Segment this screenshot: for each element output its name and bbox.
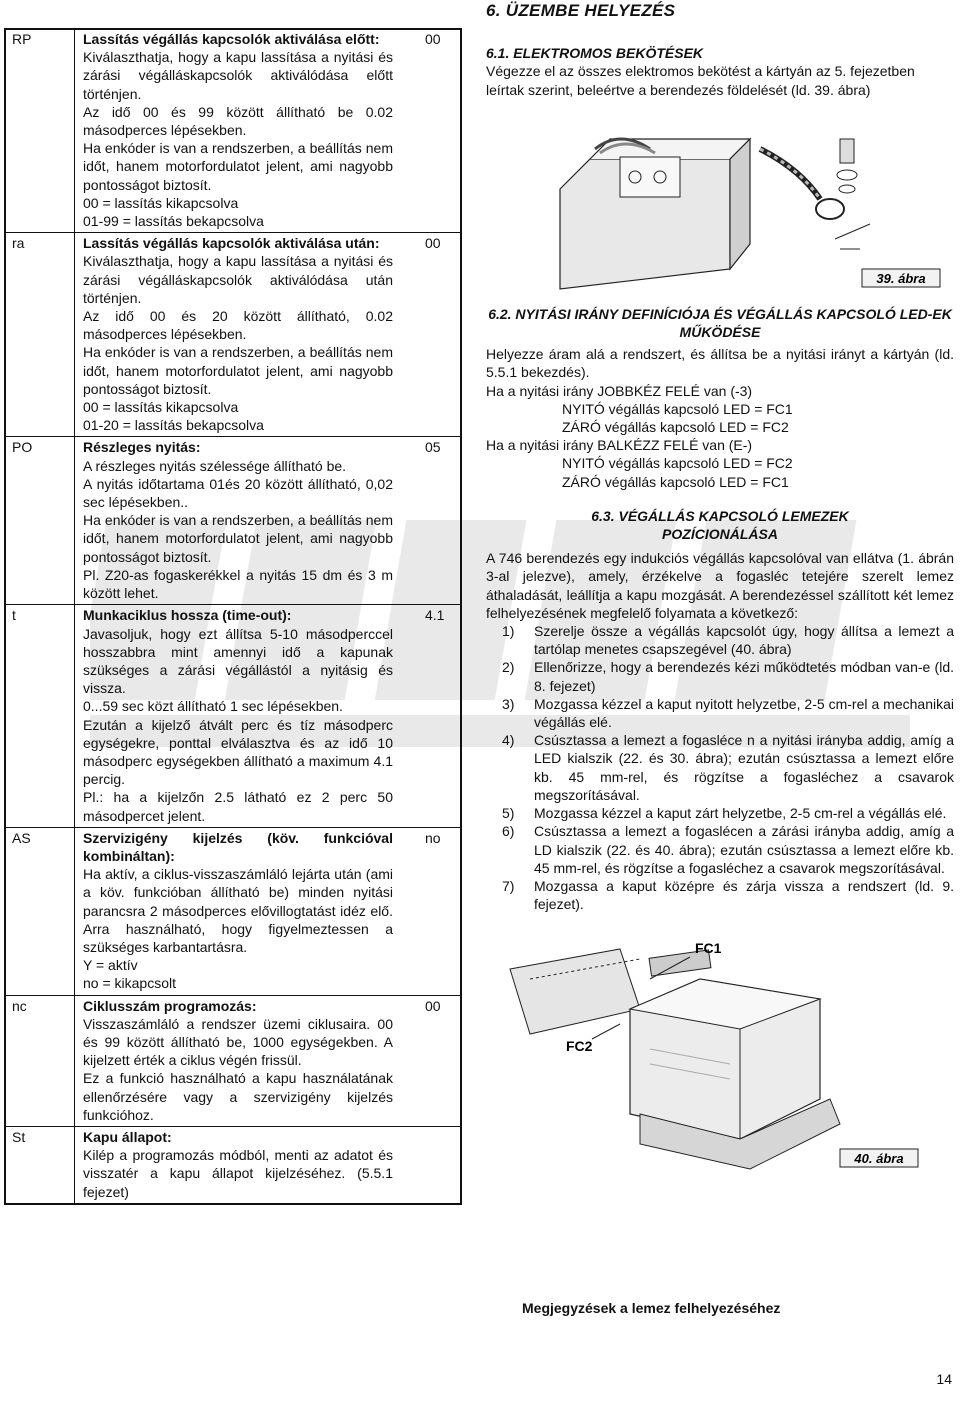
figure-40 [500, 939, 930, 1171]
parameter-code: St [5, 1126, 75, 1203]
step-text: Mozgassa a kaput középre és zárja vissza a rendszert (ld. 9. fejezet). [534, 877, 954, 913]
step-number: 4) [502, 732, 515, 749]
s62-right-direction: Ha a nyitási irány JOBBKÉZ FELÉ van (-3) [486, 382, 753, 399]
parameter-description-line: Az idő 00 és 99 között állítható be 0.02 másodperces lépésekben. [83, 103, 393, 139]
parameter-code: nc [5, 995, 75, 1126]
parameter-description-line: 01-20 = lassítás bekapcsolva [83, 417, 264, 434]
parameter-title: Részleges nyitás: [83, 439, 201, 456]
parameter-default [405, 1126, 461, 1203]
step-number: 1) [502, 623, 515, 640]
parameter-default: no [405, 827, 461, 995]
s62-left-open-led: NYITÓ végállás kapcsoló LED = FC2 [562, 455, 793, 472]
figure-40-drawing [500, 939, 930, 1171]
parameter-description [75, 995, 406, 1126]
step-item [486, 622, 954, 658]
parameter-description-line: Visszaszámláló a rendszer üzemi ciklusaira. 00 és 99 között állítható be, 1000 egységekben. A kijelzett érték a ciklus végén frissül. [83, 1015, 393, 1069]
figure-40-label: 40. ábra [854, 1151, 904, 1167]
figure-40-caption: Megjegyzések a lemez felhelyezéséhez [522, 1300, 781, 1316]
step-number: 2) [502, 659, 515, 676]
installation-steps [486, 622, 954, 913]
step-text: Szerelje össze a végállás kapcsolót úgy, hogy állítsa a lemezt a tartólap menetes csapszegével (40. ábra) [534, 623, 954, 658]
figure-40-fc2-label: FC2 [566, 1038, 593, 1055]
right-column [486, 0, 954, 1171]
step-number: 5) [502, 805, 515, 822]
parameter-table [4, 28, 462, 1205]
parameter-row [5, 29, 461, 233]
parameter-description-line: Ha enkóder is van a rendszerben, a beállítás nem időt, hanem motorfordulatot jelent, ami nagyobb pontosságot biztosít. [83, 140, 393, 193]
parameter-default: 05 [405, 437, 461, 605]
parameter-code: t [5, 605, 75, 827]
step-text: Csúsztassa a lemezt a fogasléce n a nyitási irányba addig, amíg a LED kialszik (22. és 30. ábra); ezután csúsztassa a lemezt előre kb. 45 mm-rel, és rögzítse a fogasléchez a csavarok megszorításával. [534, 732, 954, 803]
parameter-description-line: Pl.: ha a kijelzőn 2.5 látható ez 2 perc 50 másodpercet jelent. [83, 789, 393, 824]
parameter-code: PO [5, 437, 75, 605]
parameter-title: Ciklusszám programozás: [83, 997, 257, 1014]
step-item [486, 695, 954, 731]
step-number: 7) [502, 877, 515, 894]
s62-left-close-led: ZÁRÓ végállás kapcsoló LED = FC1 [562, 473, 789, 490]
s62-title: 6.2. NYITÁSI IRÁNY DEFINÍCIÓJA ÉS VÉGÁLLÁS KAPCSOLÓ LED-EK MŰKÖDÉSE [488, 305, 952, 341]
parameter-title: Lassítás végállás kapcsolók aktiválása előtt: [83, 31, 380, 47]
parameter-description [75, 29, 406, 233]
parameter-table-wrap [4, 28, 462, 1205]
s62-right-close-led: ZÁRÓ végállás kapcsoló LED = FC2 [562, 419, 789, 436]
s62-right-open-led: NYITÓ végállás kapcsoló LED = FC1 [562, 400, 793, 417]
parameter-row [5, 827, 461, 995]
parameter-description-line: A nyitás időtartama 01és 20 között állítható, 0,02 sec lépésekben.. [83, 475, 393, 511]
step-item [486, 877, 954, 913]
parameter-description-line: 01-99 = lassítás bekapcsolva [83, 213, 264, 230]
parameter-description-line: 00 = lassítás kikapcsolva [83, 194, 239, 211]
parameter-description-line: no = kikapcsolt [83, 975, 176, 992]
step-text: Mozgassa kézzel a kaput nyitott helyzetbe, 2-5 cm-rel a mechanikai végállás elé. [534, 695, 954, 731]
parameter-title: Szervizigény kijelzés (köv. funkcióval kombináltan): [83, 829, 393, 864]
parameter-description [75, 605, 406, 827]
parameter-title: Lassítás végállás kapcsolók aktiválása után: [83, 235, 380, 252]
parameter-description-line: Az idő 00 és 20 között állítható, 0.02 másodperces lépésekben. [83, 308, 393, 343]
parameter-description-line: Ezután a kijelző átvált perc és tíz másodperc egységekre, ponttal elválasztva és az idő 10 másodperc egységekben állítható a maximum 4.1 percig. [83, 716, 393, 788]
step-number: 6) [502, 823, 515, 840]
figure-39-drawing [500, 129, 948, 291]
parameter-description-line: Kiválaszthatja, hogy a kapu lassítása a nyitási és zárási végálláskapcsolók aktiválódása előtt történjen. [83, 49, 393, 102]
s63-title: 6.3. VÉGÁLLÁS KAPCSOLÓ LEMEZEK POZÍCIONÁLÁSA [591, 507, 849, 543]
step-item [486, 731, 954, 804]
parameter-default: 00 [405, 995, 461, 1126]
step-item [486, 658, 954, 694]
parameter-description-line: 00 = lassítás kikapcsolva [83, 399, 239, 416]
s62-left-direction: Ha a nyitási irány BALKÉZZ FELÉ van (E-) [486, 437, 753, 454]
parameter-description-line: Pl. Z20-as fogaskerékkel a nyitás 15 dm és 3 m között lehet. [83, 566, 393, 602]
parameter-row [5, 437, 461, 605]
parameter-title: Munkaciklus hossza (time-out): [83, 607, 292, 624]
parameter-row [5, 605, 461, 827]
step-text: Mozgassa kézzel a kaput zárt helyzetbe, 2-5 cm-rel a végállás elé. [534, 805, 947, 822]
s61-title: 6.1. ELEKTROMOS BEKÖTÉSEK [486, 45, 704, 62]
parameter-description-line: Kilép a programozás módból, menti az adatot és visszatér a kapu állapot kijelzéséhez. (5.5.1 fejezet) [83, 1147, 393, 1200]
step-item [486, 804, 954, 822]
parameter-description-line: Y = aktív [83, 957, 138, 974]
parameter-description-line: Kiválaszthatja, hogy a kapu lassítása a nyitási és zárási végálláskapcsolók aktiválódása után történjen. [83, 253, 393, 306]
parameter-description [75, 827, 406, 995]
s63-text: A 746 berendezés egy indukciós végállás kapcsolóval van ellátva (1. ábrán 3-al jelezve), amely, érzékelve a fogasléc tetejére szerelt lemez áthaladását, leállítja a kapu mozgását. A berendezéssel szállított két lemez felhelyezésének megfelelő folyamata a következő: [486, 550, 954, 621]
figure-40-fc1-label: FC1 [695, 940, 722, 957]
parameter-description-line: Ha enkóder is van a rendszerben, a beállítás nem időt, hanem motorfordulatot jelent, ami nagyobb pontosságot biztosít. [83, 344, 393, 397]
step-item [486, 822, 954, 877]
parameter-description-line: Ha enkóder is van a rendszerben, a beállítás nem időt, hanem motorfordulatot jelent, ami nagyobb pontosságot biztosít. [83, 512, 393, 565]
s61-text: Végezze el az összes elektromos bekötést a kártyán az 5. fejezetben leírtak szerint, beleértve a berendezés földelését (ld. 39. ábra) [486, 63, 915, 98]
figure-39-label: 39. ábra [876, 270, 926, 286]
parameter-row [5, 233, 461, 437]
section-title: 6. ÜZEMBE HELYEZÉS [486, 1, 676, 20]
parameter-description [75, 233, 406, 437]
parameter-description-line: 0...59 sec közt állítható 1 sec lépésekben. [83, 698, 343, 715]
parameter-description-line: Javasoljuk, hogy ezt állítsa 5-10 másodperccel hosszabbra mint amennyi idő a kapunak szükséges a zárási végállástól a nyitásig és vissza. [83, 625, 393, 697]
parameter-code: AS [5, 827, 75, 995]
parameter-code: ra [5, 233, 75, 437]
parameter-description [75, 1126, 406, 1203]
step-text: Csúsztassa a lemezt a fogaslécen a zárási irányba addig, amíg a LD kialszik (22. és 40. ábra); ezután csúsztassa a lemezt előre kb. 45 mm-rel, és rögzítse a fogasléchez a csavarok megszorításával. [534, 823, 954, 876]
parameter-title: Kapu állapot: [83, 1128, 172, 1145]
s62-intro: Helyezze áram alá a rendszert, és állítsa be a nyitási irányt a kártyán (ld. 5.5.1 bekezdés). [486, 346, 954, 381]
parameter-description-line: A részleges nyitás szélessége állítható be. [83, 457, 347, 474]
step-text: Ellenőrizze, hogy a berendezés kézi működtetés módban van-e (ld. 8. fejezet) [534, 659, 954, 694]
parameter-default: 4.1 [405, 605, 461, 827]
parameter-row [5, 1126, 461, 1203]
figure-39 [500, 129, 948, 291]
parameter-default: 00 [425, 31, 441, 47]
parameter-description [75, 437, 406, 605]
parameter-description-line: Ez a funkció használható a kapu használatának ellenőrzésére vagy a szervizigény kijelzés funkcióhoz. [83, 1070, 393, 1123]
step-number: 3) [502, 695, 515, 712]
page-number: 14 [936, 1371, 952, 1387]
parameter-default: 00 [405, 233, 461, 437]
parameter-description-line: Ha aktív, a ciklus-visszaszámláló lejárta után (ami a köv. funkcióban állítható be) minden nyitási parancsra 2 másodperces elővillogtatást idéz elő. Arra használható, hogy figyelmeztessen a szükséges karbantartásra. [83, 866, 393, 955]
parameter-code: RP [12, 31, 32, 47]
parameter-row [5, 995, 461, 1126]
